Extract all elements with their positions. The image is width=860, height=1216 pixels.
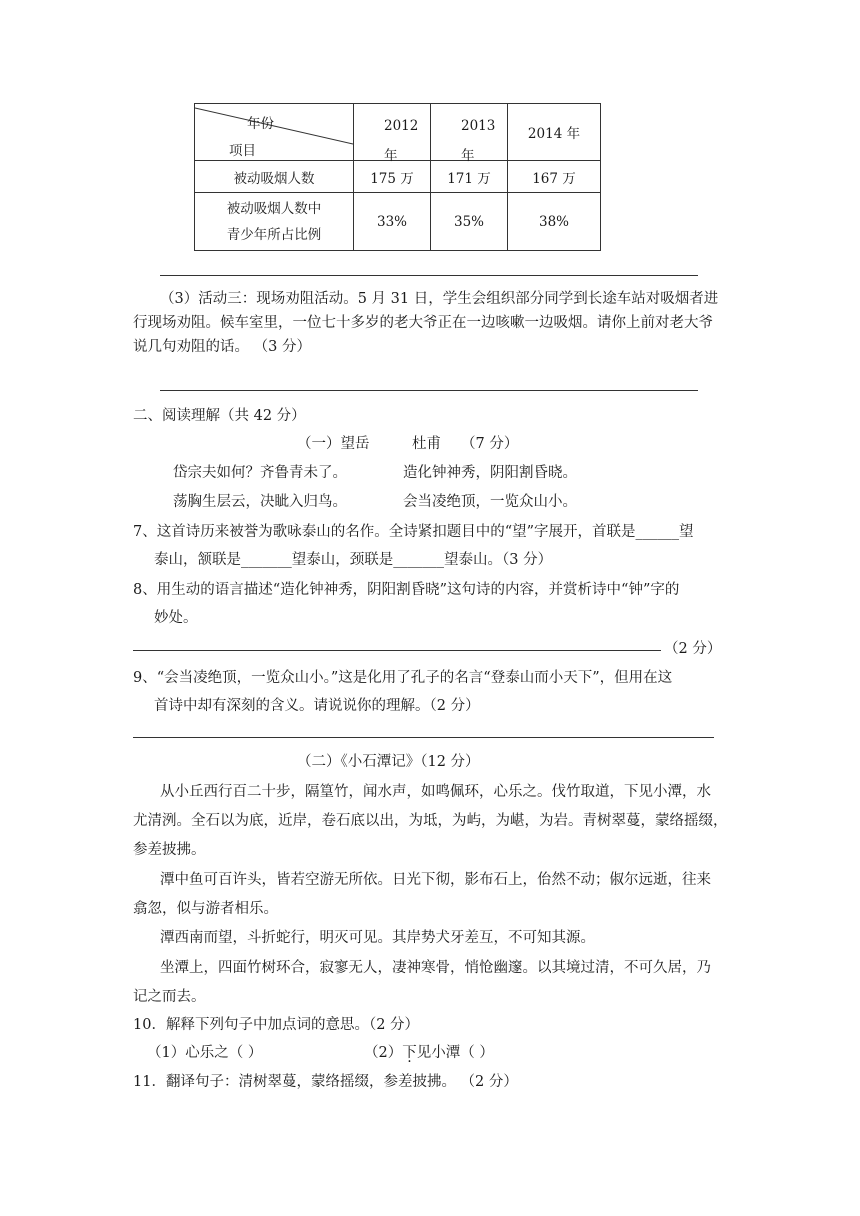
table-cell: 33% <box>354 193 431 251</box>
answer-line <box>160 390 698 391</box>
question-8-score: （2 分） <box>664 641 722 657</box>
question-10: 10．解释下列句子中加点词的意思。（2 分） <box>133 1017 420 1033</box>
passage-text: 记之而去。 <box>133 989 206 1005</box>
diagonal-line <box>195 104 353 160</box>
table-row <box>195 161 601 193</box>
poem-line: 造化钟神秀，阴阳割昏晓。 <box>403 465 577 481</box>
year-cell-2013 <box>431 104 508 164</box>
passage-text: 尤清洌。全石以为底，近岸，卷石底以出，为坻，为屿，为嵁，为岩。青树翠蔓，蒙络摇缀， <box>133 813 728 829</box>
year-number: 2013 <box>461 118 496 134</box>
table-cell: 167 万 <box>508 161 601 193</box>
header-year-label: 年份 <box>247 116 274 132</box>
table-cell: 38% <box>508 193 601 251</box>
question-8-line-2: 妙处。 <box>154 610 198 626</box>
question-10-item-1: （1）心乐之（ ） <box>147 1045 263 1061</box>
table-cell: 35% <box>431 193 508 251</box>
passage-text: 翕忽，似与游者相乐。 <box>133 901 278 917</box>
question-7-line-2: 泰山，颔联是_______望泰山，颈联是_______望泰山。（3 分） <box>154 552 553 568</box>
header-item-label: 项目 <box>229 143 256 159</box>
table-cell: 175 万 <box>354 161 431 193</box>
poem-line: 会当凌绝顶，一览众山小。 <box>403 494 577 510</box>
question-7-line-1: 7、这首诗历来被誉为歌咏泰山的名作。全诗紧扣题目中的“望”字展开，首联是______望 <box>133 524 694 540</box>
question-11: 11．翻译句子：清树翠蔓，蒙络摇缀，参差披拂。 （2 分） <box>133 1074 518 1090</box>
passage-text: 潭中鱼可百许头，皆若空游无所依。日光下彻，影布石上，佁然不动；俶尔远逝，往来 <box>160 872 711 888</box>
year-cell-2012 <box>354 104 431 164</box>
activity3-line-1: （3）活动三：现场劝阻活动。5 月 31 日，学生会组织部分同学到长途车站对吸烟者进 <box>160 291 719 307</box>
activity3-line-3: 说几句劝阻的话。 （3 分） <box>133 339 311 355</box>
passage-text: 从小丘西行百二十步，隔篁竹，闻水声，如鸣佩环，心乐之。伐竹取道，下见小潭，水 <box>160 784 711 800</box>
year-number: 2012 <box>384 118 419 134</box>
passage-text: 潭西南而望，斗折蛇行，明灭可见。其岸势犬牙差互，不可知其源。 <box>160 930 595 946</box>
diagonal-header-cell <box>195 104 354 161</box>
answer-line <box>133 650 661 651</box>
passage-heading: （二）《小石潭记》（12 分） <box>297 754 480 770</box>
poem-score: （7 分） <box>461 436 519 452</box>
poem-line: 荡胸生层云，决眦入归鸟。 <box>173 494 347 510</box>
smoking-stats-table <box>194 103 601 251</box>
poem-author: 杜甫 <box>412 436 441 452</box>
table-row <box>195 193 601 251</box>
dotted-character: 下 <box>402 1045 417 1061</box>
question-9-line-1: 9、“会当凌绝顶，一览众山小。”这是化用了孔子的名言“登泰山而小天下”，但用在这 <box>133 670 673 686</box>
answer-line <box>160 275 698 276</box>
table-header-row <box>195 104 601 161</box>
question-9-line-2: 首诗中却有深刻的含义。请说说你的理解。（2 分） <box>154 698 480 714</box>
question-10-item-2: （2）下见小潭（ ） <box>364 1045 494 1061</box>
year-number: 2014 年 <box>527 126 581 142</box>
question-8-line-1: 8、用生动的语言描述“造化钟神秀，阴阳割昏晓”这句诗的内容，并赏析诗中“钟”字的 <box>133 582 680 598</box>
activity3-line-2: 行现场劝阻。候车室里，一位七十多岁的老大爷正在一边咳嗽一边吸烟。请你上前对老大爷 <box>133 315 713 331</box>
year-unit: 年 <box>461 148 475 164</box>
answer-line <box>133 737 714 738</box>
section-title: 二、阅读理解（共 42 分） <box>133 408 306 424</box>
row-label: 被动吸烟人数中 青少年所占比例 <box>195 193 354 251</box>
poem-line: 岱宗夫如何？齐鲁青未了。 <box>173 465 347 481</box>
table-cell: 171 万 <box>431 161 508 193</box>
row-label: 被动吸烟人数 <box>195 161 354 193</box>
passage-text: 参差披拂。 <box>133 842 206 858</box>
year-cell-2014 <box>508 104 601 161</box>
poem-heading: （一）望岳 <box>297 436 370 452</box>
year-unit: 年 <box>384 148 398 164</box>
passage-text: 坐潭上，四面竹树环合，寂寥无人，凄神寒骨，悄怆幽邃。以其境过清，不可久居，乃 <box>160 960 711 976</box>
